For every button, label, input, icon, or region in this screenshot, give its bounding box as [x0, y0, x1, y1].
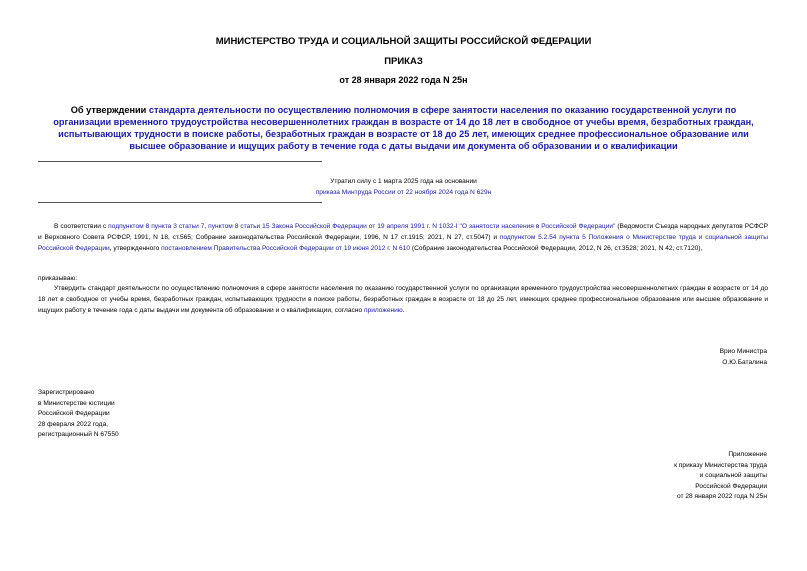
appendix-line: Российской Федерации: [695, 482, 767, 490]
registration-line: 28 февраля 2022 года,: [38, 420, 108, 428]
appendix-line: от 28 января 2022 года N 25н: [676, 493, 767, 500]
lost-force-text: Утратил силу с 1 марта 2025 года на основании: [330, 178, 477, 185]
registration-block: [38, 388, 119, 441]
preamble-paragraph: [38, 222, 768, 254]
law-article15-link[interactable]: пунктом 8 статьи 15 Закона Российской Федерации от 19 апреля 1991 г. N 1032-I "О занятости населения в Российской Федерации": [208, 223, 616, 230]
appendix-line: и социальной защиты: [699, 472, 767, 479]
signatory-name: О.Ю.Баталина: [722, 358, 767, 366]
lost-force-note: [0, 176, 807, 198]
appendix-line: Приложение: [728, 451, 767, 458]
ministry-heading: МИНИСТЕРСТВО ТРУДА И СОЦИАЛЬНОЙ ЗАЩИТЫ РОССИЙСКОЙ ФЕДЕРАЦИИ: [215, 36, 592, 47]
approve-end: .: [402, 306, 405, 314]
title-prefix: Об утверждении: [70, 105, 149, 115]
lost-force-order-link[interactable]: приказа Минтруда России от 22 ноября 2024 года N 629н: [315, 189, 492, 196]
order-word: приказываю:: [38, 275, 78, 282]
registration-line: регистрационный N 67550: [38, 431, 119, 438]
preamble-text: ,: [204, 223, 209, 230]
document-type-heading: ПРИКАЗ: [384, 56, 423, 67]
divider-top: [38, 161, 322, 162]
ministry-regulation-link[interactable]: подпунктом 5.2.54 пункта 5 Положения о Министерстве труда и социальной защиты Российской Федерации: [38, 233, 768, 252]
preamble-text: В соответствии с: [54, 223, 109, 230]
approve-paragraph: [38, 284, 768, 316]
appendix-line: к приказу Министерства труда: [674, 461, 767, 469]
registration-line: в Министерстве юстиции: [38, 399, 115, 407]
signature-block: [720, 347, 767, 368]
government-resolution-link[interactable]: постановлением Правительства Российской Федерации от 19 июня 2012 г. N 610: [161, 244, 411, 252]
law-article7-link[interactable]: подпунктом 8 пункта 3 статьи 7: [108, 223, 205, 230]
appendix-block: [674, 450, 767, 503]
title-standard-link[interactable]: стандарта деятельности по осуществлению полномочия в сфере занятости населения по оказанию государственной услуги по организации временного трудоустройства несовершеннолетних граждан в возрасте от 14 до 18 лет в свободное от учебы время, безработных граждан, испытывающих трудности в поиске работы, безработных граждан в возрасте от 18 до 25 лет, имеющих среднее профессиональное образование или высшее образование и ищущих работу в течение года с даты выдачи им документа об образовании и о квалификации: [53, 105, 754, 151]
approve-text: Утвердить стандарт деятельности по осуществлению полномочия в сфере занятости населения по оказанию государственной услуги по организации временного трудоустройства несовершеннолетних граждан в возрасте от 14 до 18 лет в свободное от учебы время, безработных граждан, испытывающих трудности в поиске работы, безработных граждан в возрасте от 18 до 25 лет, имеющих среднее профессиональное образование или высшее образование и ищущих работу в течение года с даты выдачи им документа об образовании и о квалификации, согласно: [38, 285, 768, 314]
registration-line: Российской Федерации: [38, 410, 110, 417]
document-date-number: от 28 января 2022 года N 25н: [339, 75, 468, 85]
registration-line: Зарегистрировано: [38, 389, 95, 396]
preamble-text: , утвержденного: [109, 244, 162, 252]
preamble-text: (Собрание законодательства Российской Федерации, 2012, N 26, ст.3528; 2021, N 42, ст.7120),: [410, 244, 703, 252]
divider-bottom: [38, 202, 322, 203]
signatory-position: Врио Министра: [719, 348, 767, 355]
preamble-text: (Ведомости Съезда народных депутатов РСФСР и Верховного Совета РСФСР, 1991, N 18, ст.565; Собрание законодательства Российской Федерации, 1996, N 17 ст.1915; 2021, N 27, ст.5047) и: [38, 223, 769, 241]
appendix-link[interactable]: приложению: [363, 306, 403, 314]
document-title: [50, 104, 757, 152]
